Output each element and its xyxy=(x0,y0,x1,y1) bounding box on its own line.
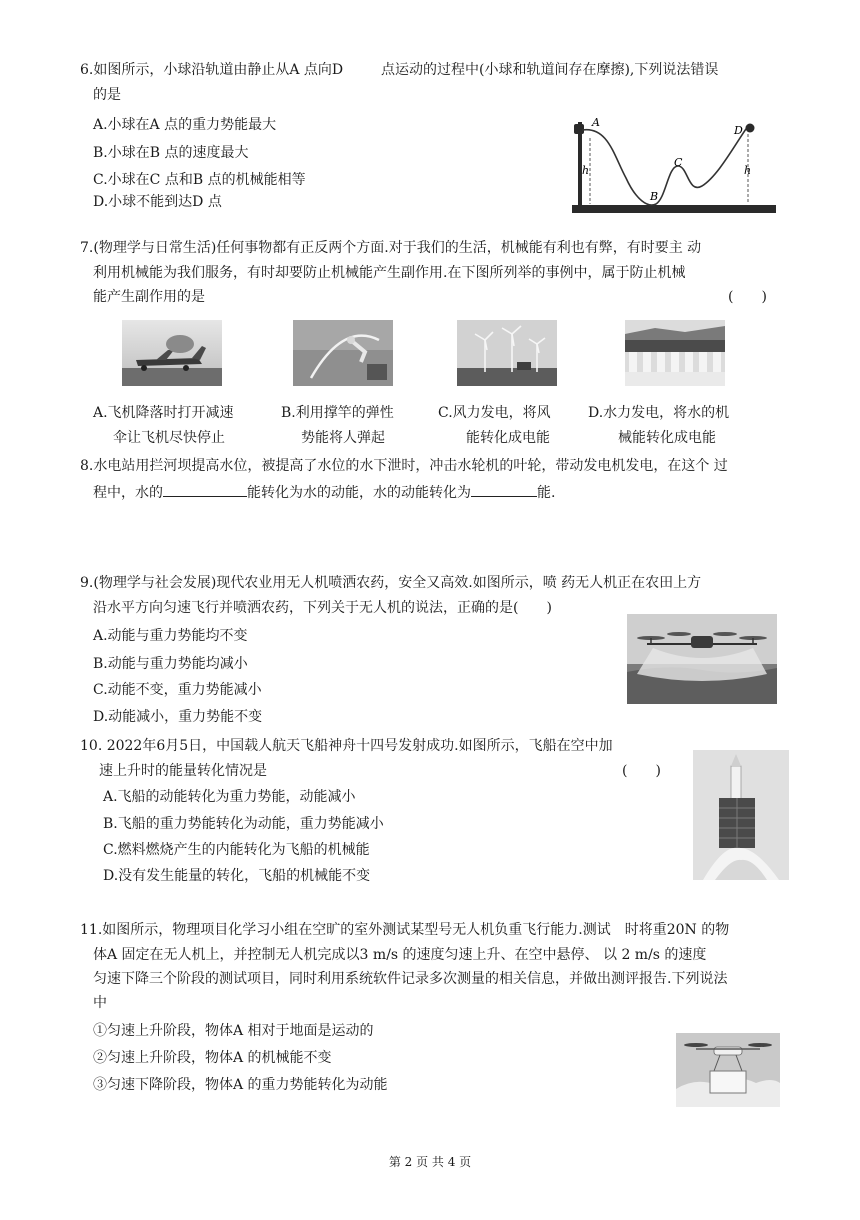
q10-option-b: B.飞船的重力势能转化为动能，重力势能减小 xyxy=(103,816,384,832)
q7-option-c-line1: C.风力发电，将风 xyxy=(438,405,551,421)
q6-stem-line3: 的是 xyxy=(93,87,121,103)
q7-option-a-line1: A.飞机降落时打开减速 xyxy=(93,405,234,421)
q6-option-a: A.小球在A 点的重力势能最大 xyxy=(93,117,277,133)
q8-blank-1[interactable] xyxy=(163,482,247,497)
q11-stem-line4: 中 xyxy=(93,995,107,1011)
q10-option-a: A.飞船的动能转化为重力势能，动能减小 xyxy=(103,789,356,805)
q7-answer-paren: ( ) xyxy=(728,289,767,305)
photo-rocket-launch xyxy=(693,750,789,880)
photo-spraying-drone xyxy=(627,614,777,704)
q6-option-b: B.小球在B 点的速度最大 xyxy=(93,145,249,161)
q7-option-d-line1: D.水力发电，将水的机 xyxy=(588,405,730,421)
q7-option-a-line2: 伞让飞机尽快停止 xyxy=(113,430,225,446)
q7-stem-line2: 利用机械能为我们服务，有时却要防止机械能产生副作用.在下图所列举的事例中，属于防止机械 xyxy=(93,265,686,281)
q8-blank-2[interactable] xyxy=(471,482,537,497)
q11-stem-line2: 体A 固定在无人机上，并控制无人机完成以3 m/s 的速度匀速上升、在空中悬停、 以 2 m/s 的速度 xyxy=(93,947,707,963)
q7-option-d-line2: 械能转化成电能 xyxy=(618,430,716,446)
q11-item-1: ①匀速上升阶段，物体A 相对于地面是运动的 xyxy=(93,1023,374,1039)
photo-plane-parachute xyxy=(122,320,222,386)
photo-wind-turbines xyxy=(457,320,557,386)
q7-option-c-line2: 能转化成电能 xyxy=(466,430,550,446)
label-c: C xyxy=(674,156,683,169)
q7-stem-line1: 7.(物理学与日常生活)任何事物都有正反两个方面.对于我们的生活，机械能有利也有弊，有时要主 动 xyxy=(80,240,702,256)
label-h-left: h xyxy=(582,164,590,177)
photo-pole-vault xyxy=(293,320,393,386)
label-h-right: h xyxy=(744,164,752,177)
q9-option-d: D.动能减小，重力势能不变 xyxy=(93,709,263,725)
label-a: A xyxy=(592,116,600,129)
q9-option-a: A.动能与重力势能均不变 xyxy=(93,628,248,644)
q11-item-2: ②匀速上升阶段，物体A 的机械能不变 xyxy=(93,1050,332,1066)
q11-stem-line3: 匀速下降三个阶段的测试项目，同时利用系统软件记录多次测量的相关信息，并做出测评报告.下列说法 xyxy=(93,971,728,987)
track-curve xyxy=(582,126,748,205)
photo-cargo-drone xyxy=(676,1033,780,1107)
q6-stem-line2: 点运动的过程中(小球和轨道间存在摩擦),下列说法错误 xyxy=(381,62,719,78)
label-b: B xyxy=(650,190,659,203)
q9-stem-line2: 沿水平方向匀速飞行并喷洒农药，下列关于无人机的说法，正确的是( ) xyxy=(93,600,552,616)
q6-option-d: D.小球不能到达D 点 xyxy=(93,194,222,210)
q7-option-b-line1: B.利用撑竿的弹性 xyxy=(281,405,394,421)
q7-stem-line3: 能产生副作用的是 xyxy=(93,289,205,305)
q8-text-3: 能. xyxy=(537,485,556,501)
q10-stem-line2: 速上升时的能量转化情况是 xyxy=(99,763,267,779)
q8-text-1: 程中，水的 xyxy=(93,485,163,501)
track-diagram xyxy=(568,108,780,220)
q9-option-c: C.动能不变，重力势能减小 xyxy=(93,682,262,698)
q6-option-c: C.小球在C 点和B 点的机械能相等 xyxy=(93,172,306,188)
q11-item-3: ③匀速下降阶段，物体A 的重力势能转化为动能 xyxy=(93,1077,388,1093)
track-base xyxy=(572,205,776,213)
label-d: D xyxy=(734,124,743,137)
q10-option-c: C.燃料燃烧产生的内能转化为飞船的机械能 xyxy=(103,842,370,858)
photo-dam xyxy=(625,320,725,386)
q8-stem-line2 xyxy=(93,482,555,502)
q7-option-b-line2: 势能将人弹起 xyxy=(301,430,385,446)
page-footer: 第 2 页 共 4 页 xyxy=(388,1155,472,1169)
clamp xyxy=(574,124,584,134)
q8-text-2: 能转化为水的动能，水的动能转化为 xyxy=(247,485,471,501)
q10-stem-line1: 10. 2022年6月5日，中国载人航天飞船神舟十四号发射成功.如图所示，飞船在空中加 xyxy=(80,738,613,754)
ball xyxy=(746,124,755,133)
q10-answer-paren: ( ) xyxy=(622,763,661,779)
q8-stem-line1: 8.水电站用拦河坝提高水位，被提高了水位的水下泄时，冲击水轮机的叶轮，带动发电机发电，在这个 过 xyxy=(80,458,728,474)
q9-option-b: B.动能与重力势能均减小 xyxy=(93,656,248,672)
q10-option-d: D.没有发生能量的转化，飞船的机械能不变 xyxy=(103,868,371,884)
q9-stem-line1: 9.(物理学与社会发展)现代农业用无人机喷洒农药，安全又高效.如图所示，喷 药无人机正在农田上方 xyxy=(80,575,702,591)
q11-stem-line1: 11.如图所示，物理项目化学习小组在空旷的室外测试某型号无人机负重飞行能力.测试 时将重20N 的物 xyxy=(80,922,730,938)
q6-stem-line1: 6.如图所示，小球沿轨道由静止从A 点向D xyxy=(80,62,344,78)
